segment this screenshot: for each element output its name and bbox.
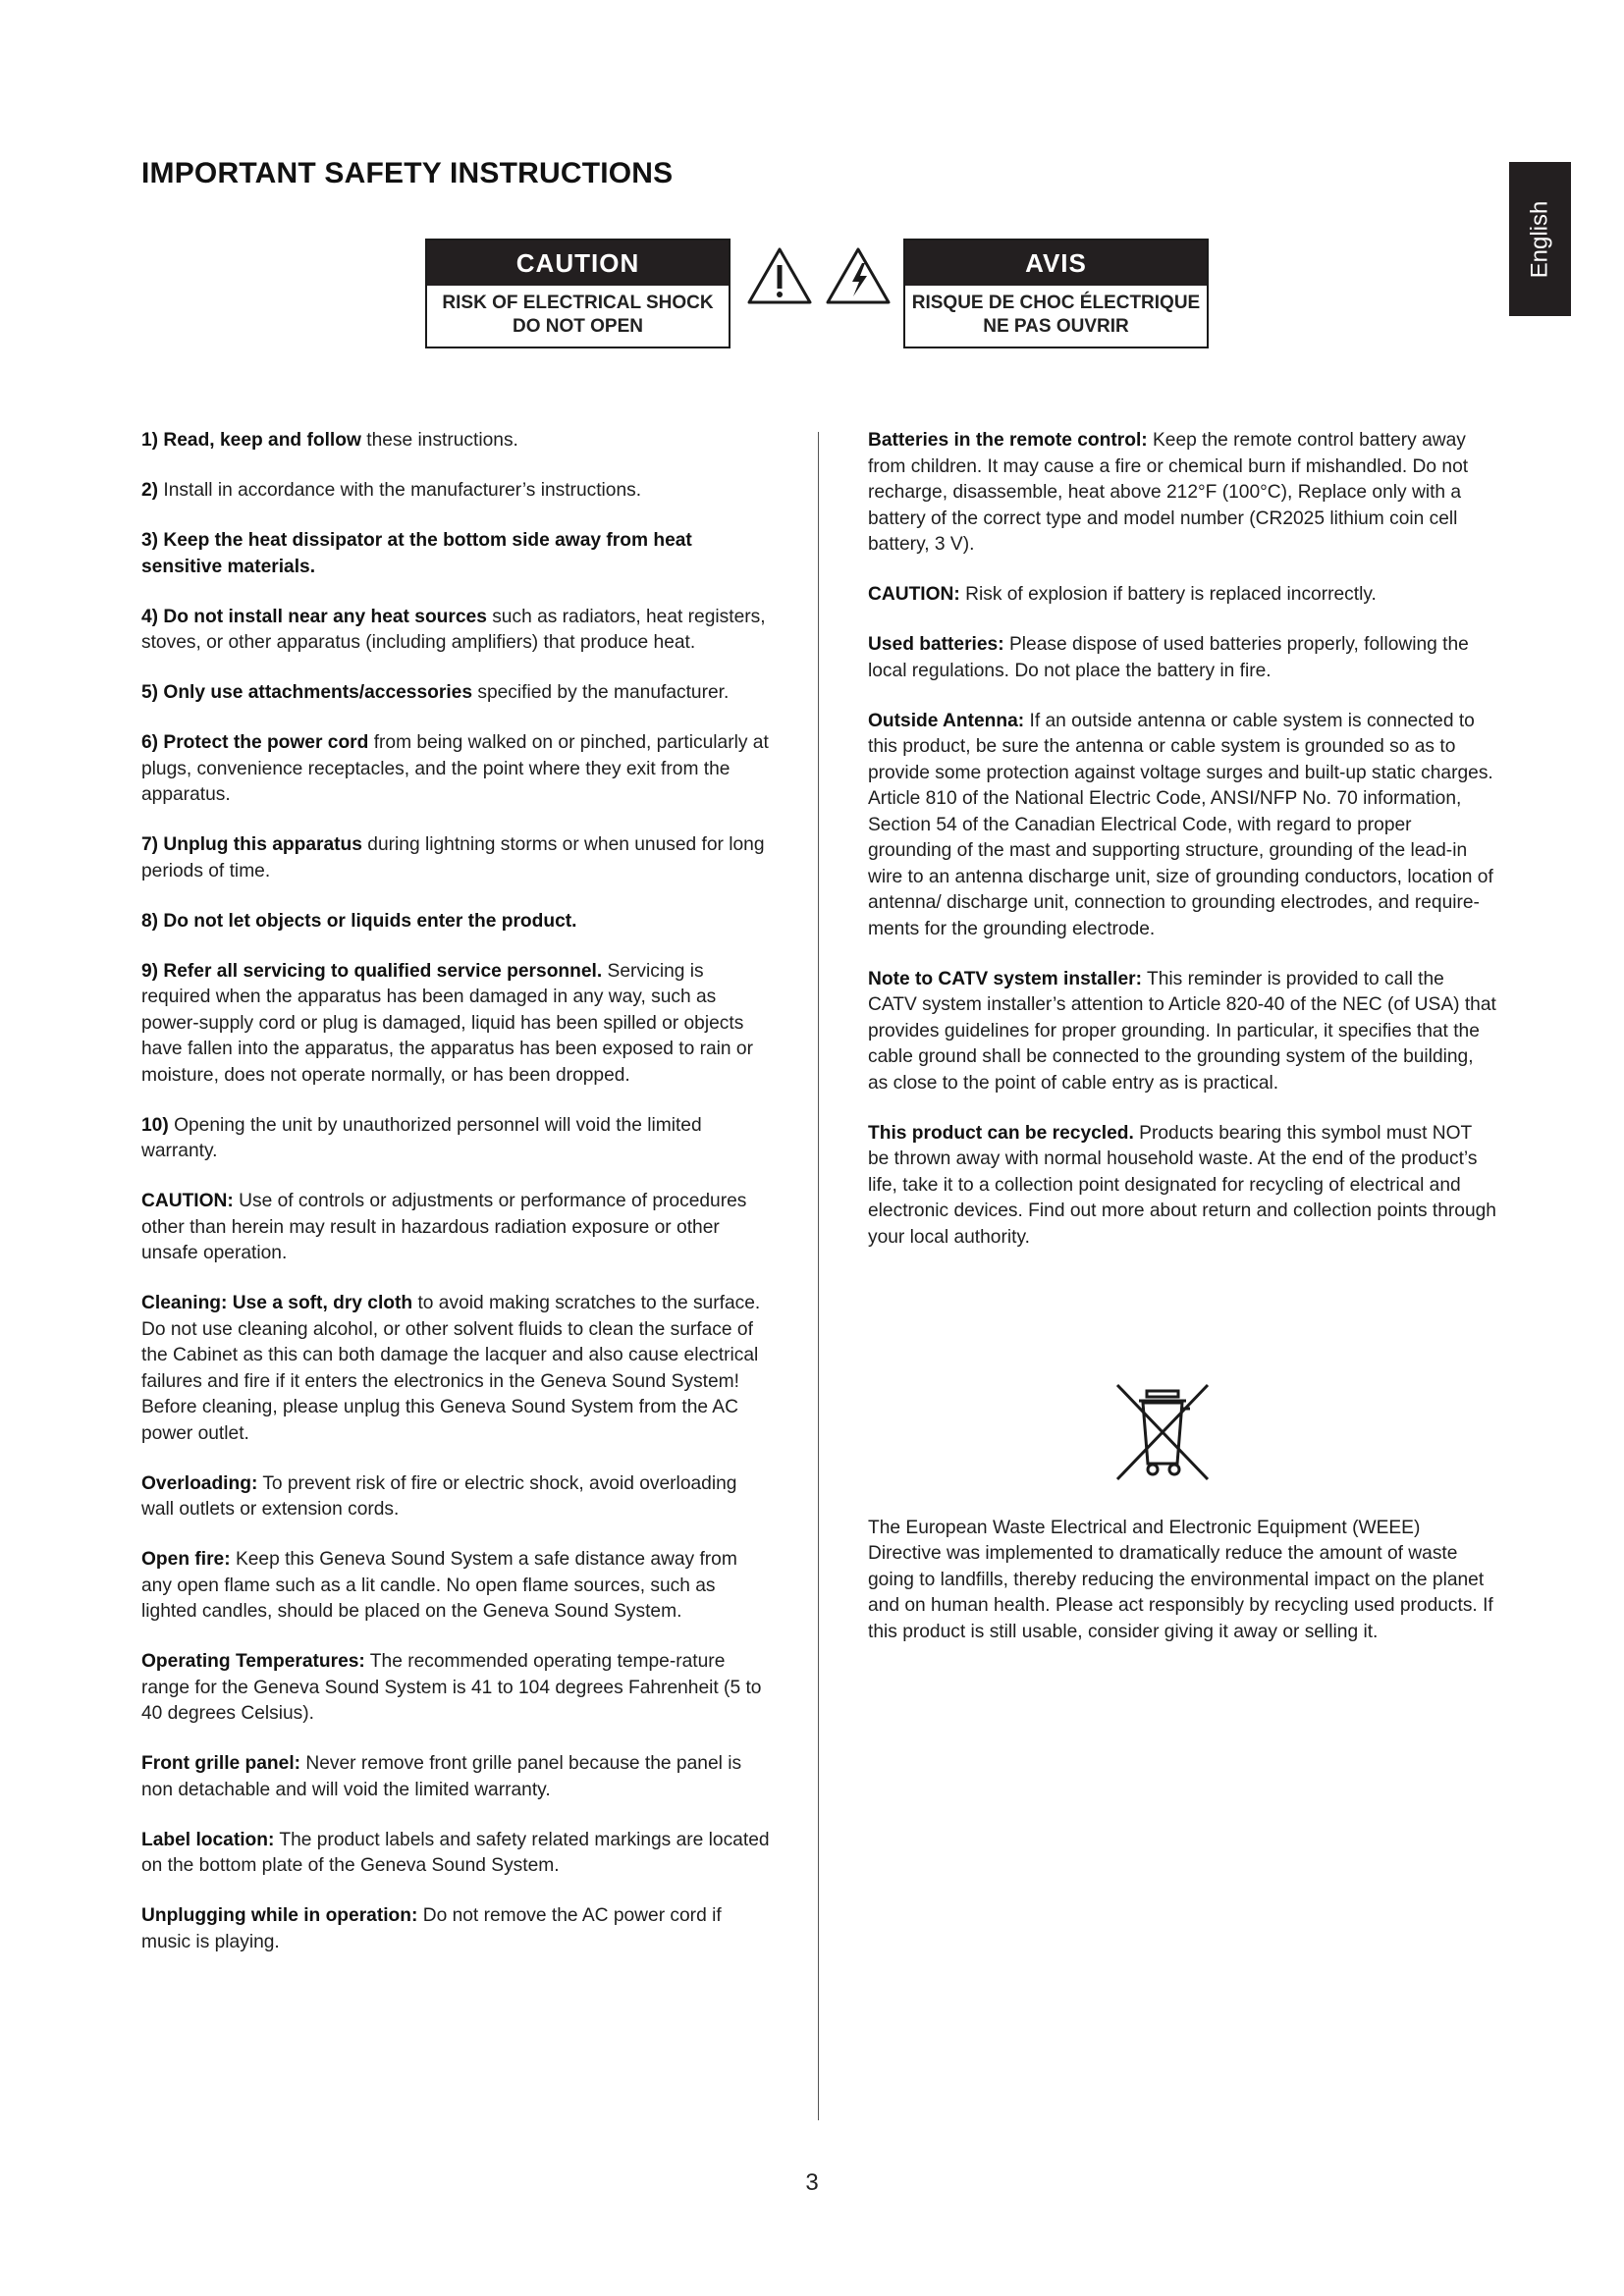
- instruction-5: [141, 680, 770, 707]
- instruction-lead: This product can be recycled.: [868, 1122, 1134, 1144]
- instruction-lead: Open fire:: [141, 1549, 231, 1570]
- instruction-lead: 1) Read, keep and follow: [141, 430, 361, 451]
- language-tab-label: English: [1526, 200, 1553, 278]
- instruction-lead: Overloading:: [141, 1472, 258, 1494]
- crossed-out-wheelie-bin-icon: [1110, 1379, 1216, 1485]
- caution-line-2: DO NOT OPEN: [512, 316, 643, 337]
- instruction-text: these instructions.: [360, 430, 518, 451]
- instruction-lead: 5) Only use attachments/accessories: [141, 682, 473, 703]
- instruction-text: to avoid making scratches to the surface. Do not use cleaning alcohol, or other solvent fluids to clean the surface of the Cabinet as this can both damage the lacquer and also cause electrical failures and fire if it enters the electronics in the Geneva Sound System! Before cleaning, please unplug this Geneva Sound System from the AC power outlet.: [141, 1293, 761, 1444]
- instruction-lead: Outside Antenna:: [868, 710, 1025, 731]
- avis-line-1: RISQUE DE CHOC ÉLECTRIQUE: [911, 293, 1201, 313]
- instruction-text: Do not remove the AC power cord if music is playing.: [141, 1905, 722, 1952]
- instruction-text: Keep the remote control battery away from children. It may cause a fire or chemical burn if mishandled. Do not recharge, disassemble, heat above 212°F (100°C), Replace only with a battery of the correct type and model number (CR2025 lithium coin cell battery, 3 V).: [868, 430, 1469, 555]
- catv-note-paragraph: [868, 967, 1496, 1097]
- caution-line-1: RISK OF ELECTRICAL SHOCK: [442, 293, 714, 313]
- instruction-10: [141, 1113, 770, 1165]
- instruction-text: If an outside antenna or cable system is connected to this product, be sure the antenna or cable system is grounded so as to provide some protection against voltage surges and built-up static charges. Article 810 of the National Electric Code, ANSI/NFP No. 70 information, Section 54 of the Canadian Electrical Code, with regard to proper grounding of the mast and supporting structure, grounding of the lead-in wire to an antenna discharge unit, size of grounding conductors, location of antenna/ discharge unit, connection to grounding electrodes, and require-ments for the grounding electrode.: [868, 710, 1493, 939]
- page-number: 3: [805, 2169, 819, 2196]
- avis-line-2: NE PAS OUVRIR: [983, 316, 1129, 337]
- instruction-lead: Batteries in the remote control:: [868, 430, 1148, 451]
- instruction-text: specified by the manufacturer.: [472, 682, 730, 703]
- instruction-lead: CAUTION:: [868, 584, 960, 605]
- instruction-text: To prevent risk of fire or electric shock, avoid overloading wall outlets or extension cords.: [141, 1472, 737, 1520]
- front-grille-paragraph: [141, 1751, 770, 1803]
- column-divider: [818, 432, 819, 2120]
- instruction-lead: Label location:: [141, 1829, 275, 1850]
- operating-temperatures-paragraph: [141, 1649, 770, 1728]
- caution-heading: CAUTION: [427, 240, 729, 286]
- instruction-text: during lightning storms or when unused for long periods of time.: [141, 834, 765, 881]
- instruction-text: Risk of explosion if battery is replaced incorrectly.: [959, 584, 1377, 605]
- instruction-text: such as radiators, heat registers, stoves, or other apparatus (including amplifiers) that produce heat.: [141, 606, 766, 653]
- instruction-lead: 7) Unplug this apparatus: [141, 834, 362, 855]
- instruction-lead: 8) Do not let objects or liquids enter the product.: [141, 910, 577, 932]
- instruction-lead: Unplugging while in operation:: [141, 1905, 418, 1926]
- electric-shock-warning-icon: [825, 245, 892, 306]
- instruction-text: Opening the unit by unauthorized personnel will void the limited warranty.: [141, 1114, 702, 1161]
- instruction-text: The recommended operating tempe-rature range for the Geneva Sound System is 41 to 104 degrees Fahrenheit (5 to 40 degrees Celsius).: [141, 1651, 762, 1724]
- instruction-lead: Used batteries:: [868, 634, 1004, 655]
- instruction-lead: Cleaning: Use a soft, dry cloth: [141, 1293, 413, 1313]
- instruction-lead: 6) Protect the power cord: [141, 732, 369, 753]
- caution-box: [425, 239, 731, 348]
- instruction-lead: 9) Refer all servicing to qualified service personnel.: [141, 960, 603, 982]
- recycle-paragraph: [868, 1121, 1496, 1252]
- exclamation-warning-icon: [746, 245, 813, 306]
- weee-paragraph: The European Waste Electrical and Electronic Equipment (WEEE) Directive was implemented to dramatically reduce the amount of waste going to landfills, thereby reducing the environmental impact on the planet and on human health. Please act responsibly by recycling used products. If this product is still usable, consider giving it away or selling it.: [868, 1517, 1493, 1642]
- instruction-text: Please dispose of used batteries properly, following the local regulations. Do not place the battery in fire.: [868, 634, 1469, 681]
- avis-text: [905, 286, 1207, 339]
- unplugging-paragraph: [141, 1903, 770, 1955]
- used-batteries-paragraph: [868, 632, 1496, 684]
- instruction-8: [141, 909, 770, 935]
- instruction-4: [141, 605, 770, 657]
- open-fire-paragraph: [141, 1547, 770, 1626]
- avis-heading: AVIS: [905, 240, 1207, 286]
- instruction-text: Servicing is required when the apparatus has been damaged in any way, such as power-supply cord or plug is damaged, liquid has been spilled or objects have fallen into the apparatus, the apparatus has been exposed to rain or moisture, does not operate normally, or has been dropped.: [141, 960, 753, 1086]
- page-title: IMPORTANT SAFETY INSTRUCTIONS: [141, 157, 674, 189]
- instruction-text: The product labels and safety related markings are located on the bottom plate of the Geneva Sound System.: [141, 1829, 770, 1876]
- instruction-text: Products bearing this symbol must NOT be thrown away with normal household waste. At the end of the product’s life, take it to a collection point designated for recycling of electrical and electronic devices. Find out more about return and collection points through your local authority.: [868, 1122, 1496, 1248]
- instruction-7: [141, 832, 770, 884]
- cleaning-paragraph: [141, 1291, 770, 1447]
- caution-text: [427, 286, 729, 339]
- outside-antenna-paragraph: [868, 709, 1496, 943]
- instruction-3: [141, 528, 770, 580]
- left-column: [141, 428, 770, 1980]
- label-location-paragraph: [141, 1828, 770, 1880]
- instruction-lead: Front grille panel:: [141, 1753, 301, 1774]
- instruction-lead: 2): [141, 480, 159, 501]
- instruction-lead: Note to CATV system installer:: [868, 968, 1142, 989]
- instruction-lead: 4) Do not install near any heat sources: [141, 606, 487, 627]
- caution-paragraph: [141, 1189, 770, 1267]
- instruction-text: Never remove front grille panel because the panel is non detachable and will void the limited warranty.: [141, 1753, 742, 1800]
- instruction-lead: 10): [141, 1114, 169, 1136]
- instruction-lead: Operating Temperatures:: [141, 1651, 365, 1672]
- instruction-2: [141, 478, 770, 505]
- instruction-9: [141, 959, 770, 1090]
- batteries-paragraph: [868, 428, 1496, 559]
- instruction-6: [141, 730, 770, 809]
- instruction-text: from being walked on or pinched, particularly at plugs, convenience receptacles, and the point where they exit from the apparatus.: [141, 732, 769, 805]
- overloading-paragraph: [141, 1471, 770, 1523]
- instruction-1: [141, 428, 770, 454]
- instruction-lead: CAUTION:: [141, 1191, 234, 1211]
- instruction-text: Keep this Geneva Sound System a safe distance away from any open flame such as a lit candle. No open flame sources, such as lighted candles, should be placed on the Geneva Sound System.: [141, 1549, 737, 1622]
- avis-box: [903, 239, 1209, 348]
- language-tab: [1509, 162, 1571, 316]
- instruction-text: Install in accordance with the manufacturer’s instructions.: [158, 480, 642, 501]
- instruction-lead: 3) Keep the heat dissipator at the bottom side away from heat sensitive materials.: [141, 530, 692, 577]
- instruction-text: This reminder is provided to call the CATV system installer’s attention to Article 820-40 of the NEC (of USA) that provides guidelines for proper grounding. In particular, it specifies that the cable ground shall be connected to the grounding system of the building, as close to the point of cable entry as is practical.: [868, 968, 1496, 1094]
- instruction-text: Use of controls or adjustments or performance of procedures other than herein may result in hazardous radiation exposure or other unsafe operation.: [141, 1191, 747, 1263]
- battery-caution-paragraph: [868, 582, 1496, 609]
